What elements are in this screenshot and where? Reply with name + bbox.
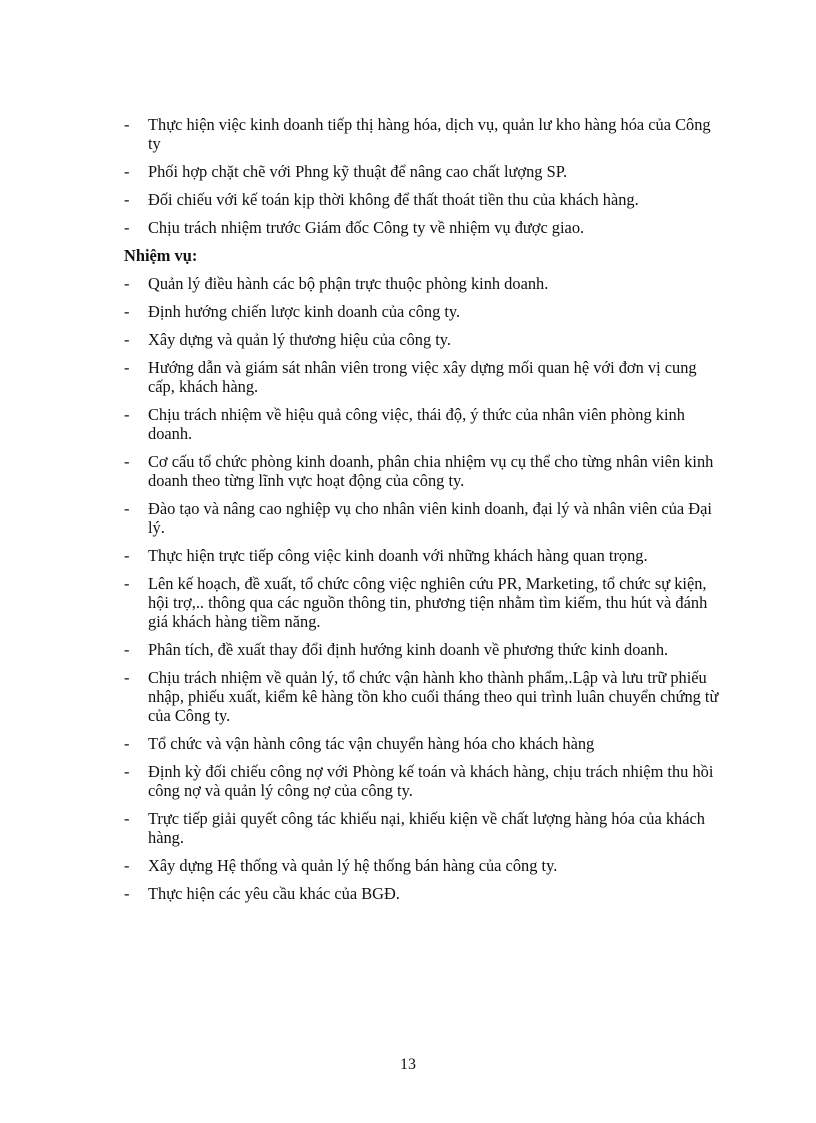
list-marker: - (124, 762, 130, 781)
list-marker: - (124, 302, 130, 321)
list-marker: - (124, 734, 130, 753)
list-marker: - (124, 668, 130, 687)
list-item-text: Chịu trách nhiệm trước Giám đốc Công ty về nhiệm vụ được giao. (148, 218, 585, 237)
list-marker: - (124, 856, 130, 875)
list-item (124, 358, 720, 396)
list-item-text: Định kỳ đối chiếu công nợ với Phòng kế toán và khách hàng, chịu trách nhiệm thu hồi công nợ và quản lý công nợ của công ty. (148, 762, 714, 800)
list-item-text: Định hướng chiến lược kinh doanh của công ty. (148, 302, 461, 321)
page-number: 13 (400, 1056, 416, 1073)
list-item-text: Phân tích, đề xuất thay đổi định hướng kinh doanh về phương thức kinh doanh. (148, 640, 669, 659)
list-marker: - (124, 218, 130, 237)
section-heading: Nhiệm vụ: (124, 246, 198, 265)
list-item (124, 762, 720, 800)
list-item (124, 302, 720, 321)
list-item-text: Thực hiện việc kinh doanh tiếp thị hàng hóa, dịch vụ, quản lư kho hàng hóa của Công ty (148, 115, 711, 153)
list-marker: - (124, 546, 130, 565)
list-item (124, 452, 720, 490)
list-marker: - (124, 640, 130, 659)
list-item (124, 734, 720, 753)
list-marker: - (124, 574, 130, 593)
list-marker: - (124, 358, 130, 377)
list-item (124, 330, 720, 349)
list-item-text: Phối hợp chặt chẽ với Phng kỹ thuật để nâng cao chất lượng SP. (148, 162, 568, 181)
list-item (124, 499, 720, 537)
list-item (124, 162, 720, 181)
list-item (124, 405, 720, 443)
list-item-text: Cơ cấu tổ chức phòng kinh doanh, phân chia nhiệm vụ cụ thể cho từng nhân viên kinh doanh theo từng lĩnh vực hoạt động của công ty. (148, 452, 714, 490)
list-item-text: Thực hiện trực tiếp công việc kinh doanh với những khách hàng quan trọng. (148, 546, 648, 565)
list-item-text: Tổ chức và vận hành công tác vận chuyển hàng hóa cho khách hàng (148, 734, 595, 753)
list-marker: - (124, 884, 130, 903)
list-item (124, 884, 720, 903)
list-item-text: Xây dựng Hệ thống và quản lý hệ thống bán hàng của công ty. (148, 856, 558, 875)
list-marker: - (124, 115, 130, 134)
list-item-text: Xây dựng và quản lý thương hiệu của công ty. (148, 330, 452, 349)
list-marker: - (124, 809, 130, 828)
list-item-text: Lên kế hoạch, đề xuất, tổ chức công việc nghiên cứu PR, Marketing, tổ chức sự kiện, hội trợ,.. thông qua các nguồn thông tin, phương tiện nhằm tìm kiếm, thu hút và đánh giá khách hàng tiềm năng. (148, 574, 708, 631)
list-item-text: Chịu trách nhiệm về quản lý, tổ chức vận hành kho thành phẩm,.Lập và lưu trữ phiếu nhập, phiếu xuất, kiểm kê hàng tồn kho cuối tháng theo qui trình luân chuyển chứng từ của Công ty. (148, 668, 719, 725)
list-item-text: Trực tiếp giải quyết công tác khiếu nại, khiếu kiện về chất lượng hàng hóa của khách hàng. (148, 809, 705, 847)
list-item (124, 115, 720, 153)
list-item (124, 218, 720, 237)
list-item (124, 809, 720, 847)
list-item-text: Chịu trách nhiệm về hiệu quả công việc, thái độ, ý thức của nhân viên phòng kinh doanh. (148, 405, 685, 443)
list-item-text: Thực hiện các yêu cầu khác của BGĐ. (148, 884, 400, 903)
list-marker: - (124, 330, 130, 349)
list-marker: - (124, 405, 130, 424)
list-item (124, 856, 720, 875)
list-item-text: Hướng dẫn và giám sát nhân viên trong việc xây dựng mối quan hệ với đơn vị cung cấp, khách hàng. (148, 358, 697, 396)
list-item (124, 546, 720, 565)
list-item-text: Quản lý điều hành các bộ phận trực thuộc phòng kinh doanh. (148, 274, 549, 293)
list-item-text: Đối chiếu với kế toán kịp thời không để thất thoát tiền thu của khách hàng. (148, 190, 639, 209)
list-marker: - (124, 274, 130, 293)
list-item (124, 640, 720, 659)
list-item (124, 574, 720, 631)
list-item (124, 190, 720, 209)
list-item-text: Đào tạo và nâng cao nghiệp vụ cho nhân viên kinh doanh, đại lý và nhân viên của Đại lý. (148, 499, 712, 537)
list-item (124, 274, 720, 293)
list-marker: - (124, 162, 130, 181)
list-marker: - (124, 452, 130, 471)
list-item (124, 668, 720, 725)
list-marker: - (124, 190, 130, 209)
list-marker: - (124, 499, 130, 518)
page-content (124, 115, 720, 912)
